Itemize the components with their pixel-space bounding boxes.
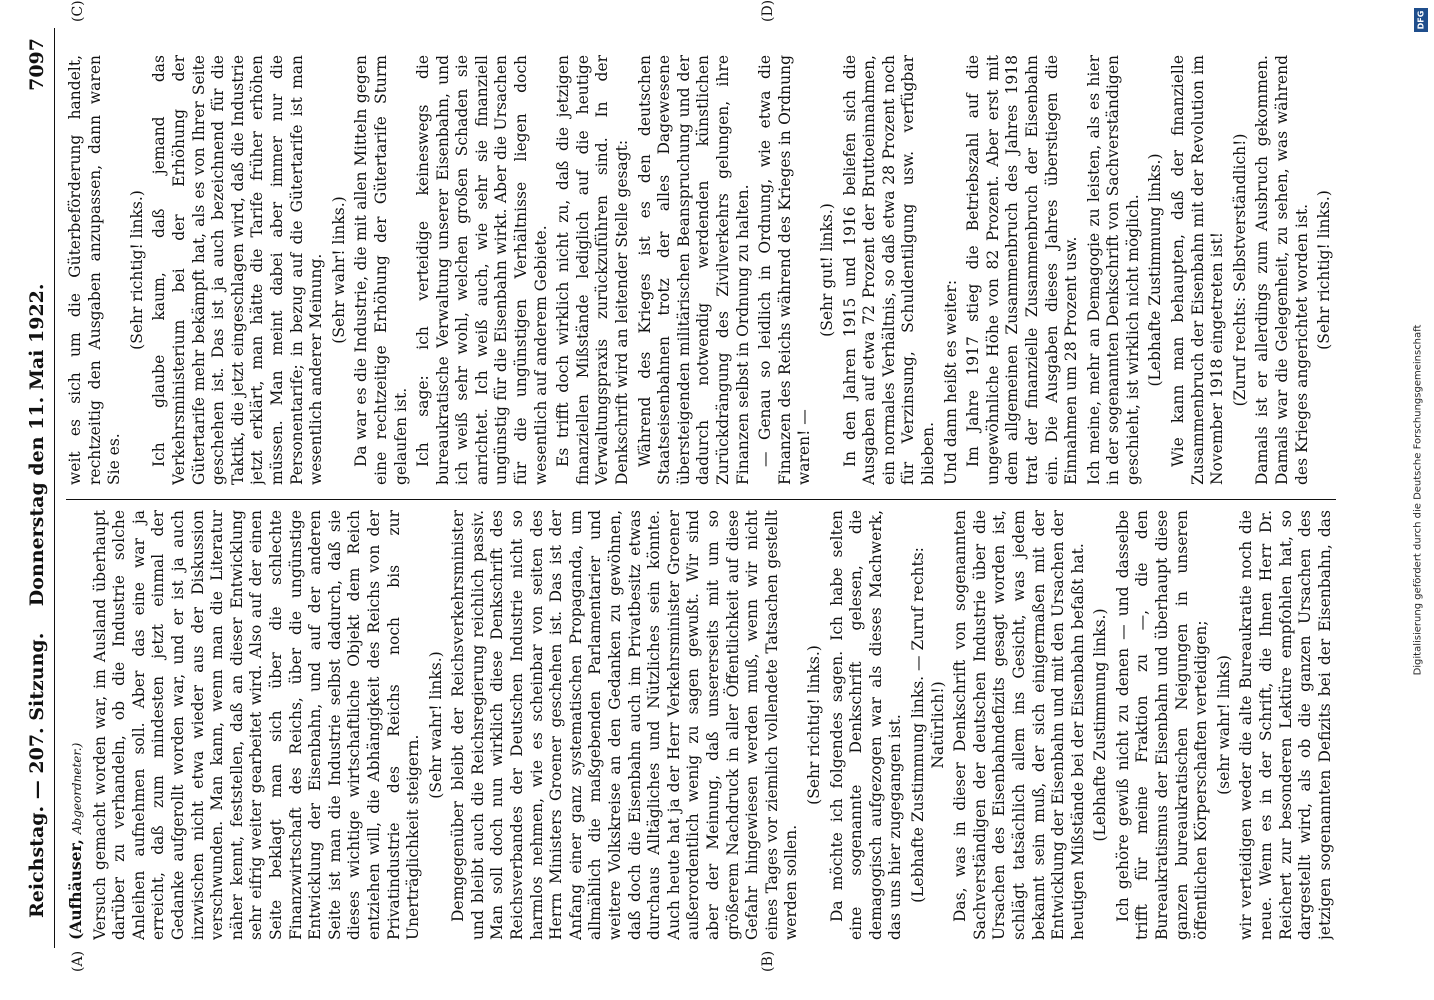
interjection: (Sehr richtig! links.) <box>804 645 823 805</box>
speaker-line <box>66 510 88 940</box>
header-date: Donnerstag den 11. Mai 1922. <box>26 283 48 607</box>
paragraph: — Genau so leidlich in Ordnung, wie etwa die Finanzen des Reichs während des Krieges in Ordnung waren! — <box>756 55 814 485</box>
left-column <box>66 510 1336 940</box>
header-session <box>26 284 48 919</box>
interjection: (Lebhafte Zustimmung links.) <box>1091 608 1110 842</box>
dfg-logo <box>1414 8 1428 32</box>
interjection: (Zuruf rechts: Selbstverständlich!) <box>1230 133 1249 407</box>
interjection: (Sehr richtig! links.) <box>127 190 146 350</box>
paragraph: Demgegenüber bleibt der Reichsverkehrsminister und bleibt auch die Reichsregierung reichlich passiv. Man soll doch nun wirklich diese Denkschrift des Reichsverbandes der Deutschen Industrie nicht so harmlos nehmen, wie es scheinbar von seiten des Herrn Ministers Groener geschehen ist. Das ist der Anfang einer ganz systematischen Propaganda, um allmählich die maßgebenden Parlamentarier und weitere Volkskreise an den Gedanken zu gewöhnen, daß doch die Eisenbahn auch im Privatbesitz etwas durchaus Alltägliches und Nützliches sein könnte. Auch heute hat ja der Herr Verkehrsminister Groener außerordentlich wenig zu sagen gewußt. Wir sind aber der Meinung, daß unsererseits mit um so größerem Nachdruck in aller Öffentlichkeit auf diese Gefahr hingewiesen werden muß, wenn wir nicht eines Tages vor ziemlich vollendete Tatsachen gestellt werden sollen. <box>449 510 801 940</box>
header-left-text: Reichstag. — 207. Sitzung. <box>26 632 48 918</box>
interjection: (sehr wahr! links) <box>1214 655 1233 795</box>
margin-marker-a: (A) <box>70 950 86 972</box>
quoted-paragraph: Während des Krieges ist es den deutschen Staatseisenbahnen trotz der alles Dagewesene übersteigenden militärischen Beanspruchung und der dadurch notwendig werdenden künstlichen Zurückdrängung des Zivilverkehrs gelungen, ihre Finanzen selbst in Ordnung zu halten. <box>635 55 752 485</box>
page-header <box>20 28 55 948</box>
paragraph: wir verteidigen weder die alte Bureaukratie noch die neue. Wenn es in der Schrift, die Ihnen Herr Dr. Reichert zur besonderen Lektüre empfohlen hat, so dargestellt wird, als ob die ganzen Ursachen des jetzigen sogenannten Defizits bei der Eisenbahn, das <box>1237 510 1334 940</box>
paragraph: Ich sage: ich verteidige keineswegs die bureaukratische Verwaltung unserer Eisenbahn, und ich weiß sehr wohl, welchen großen Schaden sie anrichtet. Ich weiß auch, wie sehr sie finanziell ungünstig für die Eisenbahn wirkt. Aber die Ursachen für die ungünstigen Verhältnisse liegen doch wesentlich auf anderem Gebiete. <box>414 55 550 485</box>
interjection: (Lebhafte Zustimmung links. — Zuruf rechts: Natürlich!) <box>908 547 947 903</box>
interjection: (Sehr wahr! links.) <box>329 196 348 344</box>
margin-marker-d: (D) <box>760 0 776 22</box>
paragraph: Versuch gemacht worden war, im Ausland überhaupt darüber zu verhandeln, ob die Industrie solche Anleihen aufnehmen soll. Aber das eine war ja erreicht, daß zum mindesten jetzt einmal der Gedanke aufgerollt worden war, und er ist ja auch inzwischen nicht etwa wieder aus der Diskussion verschwunden. Man kann, wenn man die Literatur näher kennt, feststellen, daß an dieser Entwicklung sehr eifrig weiter gearbeitet wird. Also auf der einen Seite beklagt man sich über die schlechte Finanzwirtschaft des Reichs, über die ungünstige Entwicklung der Eisenbahn, und auf der anderen Seite ist man die Industrie selbst dadurch, daß sie dieses wichtige wirtschaftliche Objekt dem Reich entziehen will, die Abhängigkeit des Reichs von der Privatindustrie des Reichs noch bis zur Unerträglichkeit steigern. <box>90 510 423 940</box>
paragraph: Wie kann man behaupten, daß der finanzielle Zusammenbruch der Eisenbahn mit der Revolution im November 1918 eingetreten ist! <box>1169 55 1227 485</box>
paragraph: weit es sich um die Güterbeförderung handelt, rechtzeitig den Ausgaben anzupassen, dann waren Sie es. <box>66 55 124 485</box>
quoted-paragraph: Im Jahre 1917 stieg die Betriebszahl auf die ungewöhnliche Höhe von 82 Prozent. Aber erst mit dem allgemeinen Zusammenbruch des Jahres 1918 trat der finanzielle Zusammenbruch der Eisenbahn ein. Die Ausgaben dieses Jahres überstiegen die Einnahmen um 28 Prozent usw. <box>964 55 1081 485</box>
paragraph: Und dann heißt es weiter: <box>941 279 960 485</box>
speaker-name: (Aufhäuser, <box>66 839 85 940</box>
interjection: (Sehr wahr! links.) <box>426 651 445 799</box>
margin-marker-c: (C) <box>70 0 86 22</box>
digitization-credit-text: Digitalisierung gefördert durch die Deutsche Forschungsgemeinschaft <box>1412 324 1424 676</box>
paragraph: Damals ist er allerdings zum Ausbruch gekommen. Damals war die Gelegenheit, zu sehen, was während des Krieges angerichtet worden ist. <box>1253 55 1311 485</box>
paragraph: Es trifft doch wirklich nicht zu, daß die jetzigen finanziellen Mißstände lediglich auf die heutige Verwaltungspraxis zurückzuführen sind. In der Denkschrift wird an leitender Stelle gesagt: <box>554 55 632 485</box>
right-column <box>66 55 1336 485</box>
speaker-role: Abgeordneter.) <box>70 742 84 835</box>
margin-marker-b: (B) <box>760 950 776 972</box>
interjection: (Sehr gut! links.) <box>817 203 836 337</box>
column-divider <box>66 499 1336 500</box>
digitization-credit <box>1404 0 1432 1000</box>
interjection: (Lebhafte Zustimmung links.) <box>1146 153 1165 387</box>
interjection: (Sehr richtig! links.) <box>1315 190 1334 350</box>
quoted-paragraph: In den Jahren 1915 und 1916 beliefen sich die Ausgaben auf etwa 72 Prozent der Bruttoeinnahmen, ein normales Verhältnis, so daß etwa 28 Prozent noch für Verzinsung, Schuldentilgung usw. verfügbar blieben. <box>840 55 937 485</box>
paragraph: Da war es die Industrie, die mit allen Mitteln gegen eine rechtzeitige Erhöhung der Gütertarife Sturm gelaufen ist. <box>352 55 410 485</box>
dfg-logo-text: DFG <box>1416 10 1426 30</box>
paragraph: Ich gehöre gewiß nicht zu denen — und dasselbe trifft für meine Fraktion zu —, die den Bureaukratismus der Eisenbahn und überhaupt diese ganzen bureaukratischen Neigungen in unseren öffentlichen Körperschaften verteidigen; <box>1113 510 1211 940</box>
paragraph: Da möchte ich folgendes sagen. Ich habe selten eine sogenannte Denkschrift gelesen, die demagogisch aufgezogen war als dieses Machwerk, das uns hier zugegangen ist. <box>827 510 905 940</box>
page-number: 7097 <box>26 38 48 91</box>
paragraph: Ich glaube kaum, daß jemand das Verkehrsministerium bei der Erhöhung der Gütertarife mehr bekämpft hat, als es von Ihrer Seite geschehen ist. Das ist ja auch bezeichnend für die Taktik, die jetzt eingeschlagen wird, daß die Industrie jetzt erklärt, man hätte die Tarife früher erhöhen müssen. Man meint dabei aber immer nur die Personentarife; in bezug auf die Gütertarife ist man wesentlich anderer Meinung. <box>150 55 326 485</box>
paragraph: Ich meine, mehr an Demagogie zu leisten, als es hier in der sogenannten Denkschrift von Sachverständigen geschieht, ist wirklich nicht möglich. <box>1084 55 1142 485</box>
paragraph: Das, was in dieser Denkschrift von sogenannten Sachverständigen der deutschen Industrie über die Ursachen des Eisenbahndefizits gesagt worden ist, schlägt tatsächlich allem ins Gesicht, was jedem bekannt sein muß, der sich einigermaßen mit der Entwicklung der Eisenbahn und mit den Ursachen der heutigen Mißstände bei der Eisenbahn befaßt hat. <box>951 510 1087 940</box>
